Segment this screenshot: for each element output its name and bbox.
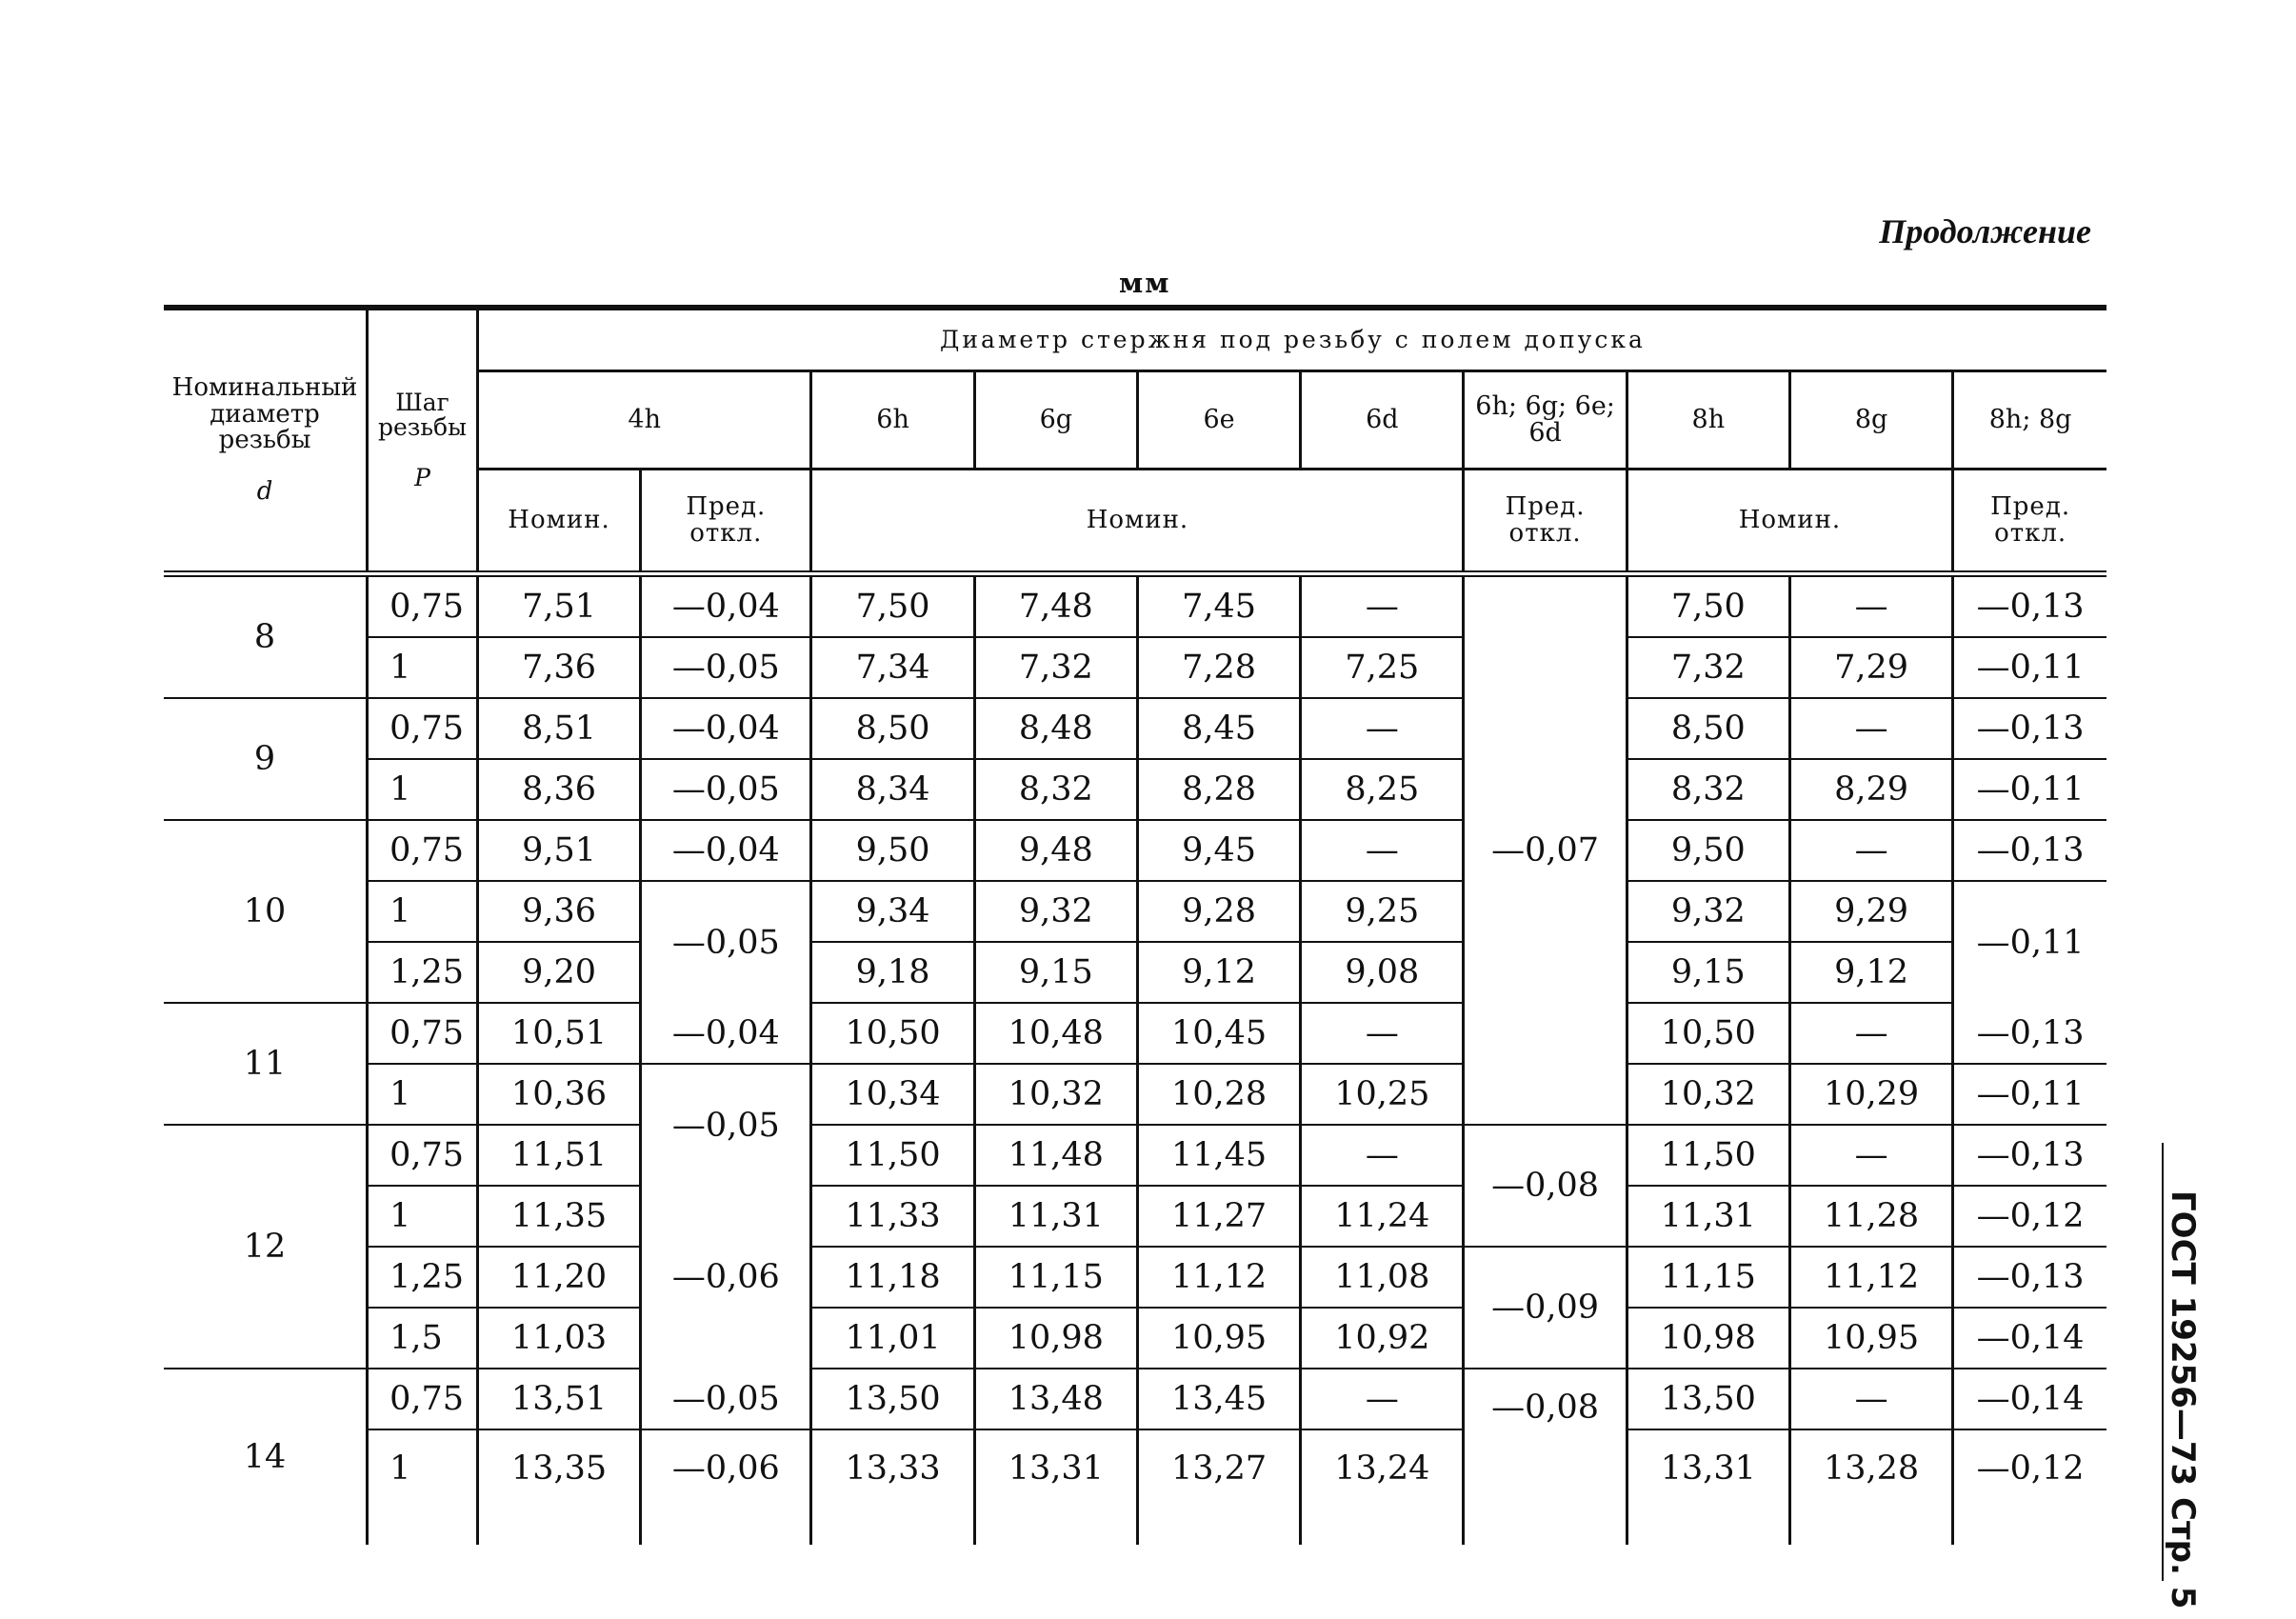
value-cell: 10,50 [1627,1003,1789,1064]
value-cell: 13,27 [1137,1429,1300,1545]
pitch-cell: 1 [368,1064,478,1125]
value-cell: 11,15 [1627,1247,1789,1308]
value-cell: 11,08 [1301,1247,1464,1308]
value-cell: — [1789,1125,1952,1186]
value-cell: 7,25 [1301,637,1464,698]
deviation-cell: —0,13 [1953,1125,2106,1186]
pitch-cell: 1 [368,1429,478,1545]
value-cell: 11,12 [1789,1247,1952,1308]
deviation-cell: —0,12 [1953,1429,2106,1545]
value-cell: 10,51 [477,1003,640,1064]
value-cell: 13,50 [811,1369,974,1429]
value-cell: 11,33 [811,1186,974,1247]
value-cell: 8,29 [1789,759,1952,820]
value-cell: 11,48 [974,1125,1137,1186]
value-cell: 10,50 [811,1003,974,1064]
pitch-cell: 0,75 [368,1125,478,1186]
value-cell: 8,36 [477,759,640,820]
deviation-cell: —0,06 [641,1186,811,1369]
value-cell: 8,45 [1137,698,1300,759]
header-tol-8h: 8h [1627,371,1789,470]
value-cell: 11,01 [811,1308,974,1369]
value-cell: 10,32 [974,1064,1137,1125]
table-row [164,1429,2106,1545]
value-cell: 13,31 [974,1429,1137,1545]
value-cell: 11,45 [1137,1125,1300,1186]
value-cell: 11,20 [477,1247,640,1308]
continuation-label: Продолжение [1879,212,2091,250]
value-cell: 11,24 [1301,1186,1464,1247]
value-cell: 8,48 [974,698,1137,759]
value-cell: 8,32 [974,759,1137,820]
value-cell: 7,36 [477,637,640,698]
diameter-cell: 11 [164,1003,368,1125]
value-cell: 7,48 [974,574,1137,638]
deviation-cell: —0,14 [1953,1308,2106,1369]
value-cell: 10,25 [1301,1064,1464,1125]
table-row [164,820,2106,881]
deviation-cell: —0,13 [1953,698,2106,759]
value-cell: — [1789,1003,1952,1064]
deviation-cell: —0,11 [1953,881,2106,1003]
header-nominal-8: Номин. [1627,470,1953,574]
value-cell: 11,50 [811,1125,974,1186]
deviation-cell: —0,13 [1953,574,2106,638]
value-cell: 10,45 [1137,1003,1300,1064]
value-cell: — [1789,820,1952,881]
value-cell: 7,32 [1627,637,1789,698]
deviation-cell: —0,05 [641,881,811,1003]
deviation-cell: —0,13 [1953,1003,2106,1064]
header-tol-8g: 8g [1789,371,1952,470]
value-cell: 10,95 [1789,1308,1952,1369]
deviation-cell: —0,14 [1953,1369,2106,1429]
value-cell: — [1301,1003,1464,1064]
value-cell: 7,45 [1137,574,1300,638]
deviation-cell: —0,08 [1464,1125,1627,1247]
table-row [164,698,2106,759]
deviation-cell: —0,11 [1953,637,2106,698]
value-cell: 13,45 [1137,1369,1300,1429]
value-cell: 7,51 [477,574,640,638]
value-cell: 11,28 [1789,1186,1952,1247]
pitch-cell: 0,75 [368,1369,478,1429]
value-cell: 7,32 [974,637,1137,698]
value-cell: — [1789,1369,1952,1429]
value-cell: 8,50 [1627,698,1789,759]
value-cell: — [1301,1369,1464,1429]
table-row [164,759,2106,820]
header-tol-6h: 6h [811,371,974,470]
header-rod-diameter-group: Диаметр стержня под резьбу с полем допуска [477,308,2106,371]
value-cell: 13,24 [1301,1429,1464,1545]
header-nominal-4h: Номин. [477,470,640,574]
value-cell: — [1301,820,1464,881]
value-cell: 11,15 [974,1247,1137,1308]
pitch-cell: 1 [368,637,478,698]
value-cell: 13,28 [1789,1429,1952,1545]
value-cell: 11,35 [477,1186,640,1247]
value-cell: 9,15 [974,942,1137,1003]
value-cell: 13,35 [477,1429,640,1545]
table-row [164,1064,2106,1125]
value-cell: 13,33 [811,1429,974,1545]
deviation-cell: —0,05 [641,759,811,820]
value-cell: 13,31 [1627,1429,1789,1545]
diameter-cell: 9 [164,698,368,820]
table-row [164,1369,2106,1429]
deviation-cell: —0,04 [641,820,811,881]
value-cell: 10,98 [974,1308,1137,1369]
value-cell: 11,51 [477,1125,640,1186]
header-tol-6d: 6d [1301,371,1464,470]
value-cell: 13,48 [974,1369,1137,1429]
deviation-cell: —0,07 [1464,574,1627,1126]
value-cell: — [1301,574,1464,638]
deviation-cell: —0,04 [641,574,811,638]
value-cell: 9,28 [1137,881,1300,942]
value-cell: 8,28 [1137,759,1300,820]
value-cell: 7,29 [1789,637,1952,698]
header-deviation-4h: Пред. откл. [641,470,811,574]
value-cell: 7,50 [1627,574,1789,638]
table-row [164,1308,2106,1369]
deviation-cell: —0,09 [1464,1247,1627,1369]
deviation-cell: —0,11 [1953,1064,2106,1125]
value-cell: 9,32 [974,881,1137,942]
value-cell: — [1301,698,1464,759]
table-row [164,881,2106,942]
table-row [164,637,2106,698]
header-tol-4h: 4h [477,371,811,470]
value-cell: 8,32 [1627,759,1789,820]
header-thread-pitch: Шаг резьбы P [368,308,478,574]
diameter-cell: 12 [164,1125,368,1369]
diameter-cell: 8 [164,574,368,699]
deviation-cell: —0,05 [641,1369,811,1429]
table-row [164,942,2106,1003]
value-cell: 9,18 [811,942,974,1003]
value-cell: 9,08 [1301,942,1464,1003]
deviation-cell: —0,04 [641,698,811,759]
value-cell: 13,50 [1627,1369,1789,1429]
value-cell: 10,95 [1137,1308,1300,1369]
value-cell: 11,31 [974,1186,1137,1247]
value-cell: — [1301,1125,1464,1186]
value-cell: 9,29 [1789,881,1952,942]
value-cell: 9,20 [477,942,640,1003]
value-cell: 8,34 [811,759,974,820]
table-row [164,1247,2106,1308]
pitch-cell: 1 [368,1186,478,1247]
deviation-cell: —0,08 [1464,1369,1627,1545]
value-cell: 10,34 [811,1064,974,1125]
value-cell: 8,25 [1301,759,1464,820]
table-row [164,1186,2106,1247]
deviation-cell: —0,05 [641,637,811,698]
pitch-cell: 1 [368,759,478,820]
deviation-cell: —0,11 [1953,759,2106,820]
pitch-cell: 0,75 [368,820,478,881]
value-cell: 11,31 [1627,1186,1789,1247]
deviation-cell: —0,05 [641,1064,811,1186]
standard-page-label: ГОСТ 19256—73 Стр. 5 [2164,1190,2202,1609]
deviation-cell: —0,13 [1953,820,2106,881]
thread-rod-diameter-table [164,305,2106,1545]
value-cell: 9,15 [1627,942,1789,1003]
diameter-cell: 10 [164,820,368,1003]
value-cell: 11,03 [477,1308,640,1369]
header-tol-6-group: 6h; 6g; 6e; 6d [1464,371,1627,470]
pitch-cell: 0,75 [368,1003,478,1064]
pitch-cell: 1,25 [368,942,478,1003]
header-deviation-6: Пред. откл. [1464,470,1627,574]
pitch-cell: 0,75 [368,698,478,759]
value-cell: 9,50 [811,820,974,881]
pitch-cell: 1,25 [368,1247,478,1308]
value-cell: 7,28 [1137,637,1300,698]
table-row [164,1003,2106,1064]
diameter-cell: 14 [164,1369,368,1545]
value-cell: 7,50 [811,574,974,638]
value-cell: 11,50 [1627,1125,1789,1186]
deviation-cell: —0,12 [1953,1186,2106,1247]
header-tol-6g: 6g [974,371,1137,470]
value-cell: 9,12 [1789,942,1952,1003]
header-nominal-diameter: Номинальный диаметр резьбы d [164,308,368,574]
value-cell: 9,36 [477,881,640,942]
deviation-cell: —0,13 [1953,1247,2106,1308]
deviation-cell: —0,06 [641,1429,811,1545]
value-cell: 8,50 [811,698,974,759]
value-cell: — [1789,698,1952,759]
value-cell: 7,34 [811,637,974,698]
pitch-cell: 1,5 [368,1308,478,1369]
pitch-cell: 0,75 [368,574,478,638]
value-cell: 9,48 [974,820,1137,881]
value-cell: 10,32 [1627,1064,1789,1125]
value-cell: 10,36 [477,1064,640,1125]
unit-label: мм [1119,267,1171,299]
deviation-cell: —0,04 [641,1003,811,1064]
value-cell: 11,27 [1137,1186,1300,1247]
header-deviation-8: Пред. откл. [1953,470,2106,574]
value-cell: 13,51 [477,1369,640,1429]
value-cell: 9,32 [1627,881,1789,942]
value-cell: 9,25 [1301,881,1464,942]
table-row [164,574,2106,638]
value-cell: 8,51 [477,698,640,759]
value-cell: 11,12 [1137,1247,1300,1308]
header-nominal-6: Номин. [811,470,1464,574]
header-tol-6e: 6e [1137,371,1300,470]
value-cell: 9,50 [1627,820,1789,881]
value-cell: 10,28 [1137,1064,1300,1125]
value-cell: 9,12 [1137,942,1300,1003]
value-cell: 9,45 [1137,820,1300,881]
table-row [164,1125,2106,1186]
header-tol-8-group: 8h; 8g [1953,371,2106,470]
pitch-cell: 1 [368,881,478,942]
value-cell: — [1789,574,1952,638]
value-cell: 10,29 [1789,1064,1952,1125]
value-cell: 11,18 [811,1247,974,1308]
value-cell: 10,48 [974,1003,1137,1064]
value-cell: 9,51 [477,820,640,881]
value-cell: 10,98 [1627,1308,1789,1369]
value-cell: 10,92 [1301,1308,1464,1369]
value-cell: 9,34 [811,881,974,942]
